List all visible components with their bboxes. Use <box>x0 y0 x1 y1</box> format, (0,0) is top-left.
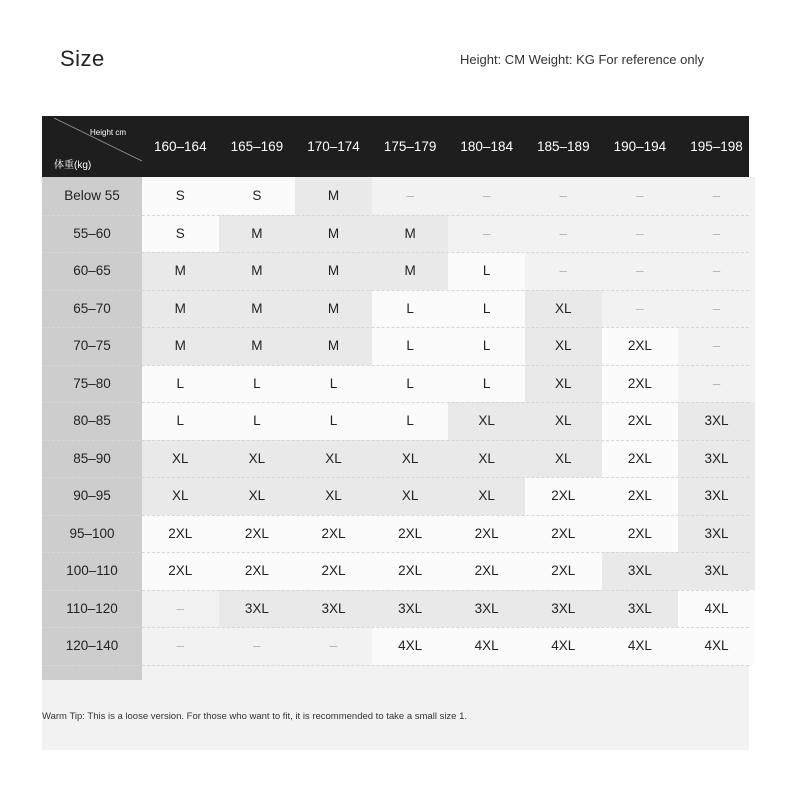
size-cell: L <box>372 290 449 328</box>
size-cell: 3XL <box>525 590 602 628</box>
size-cell: M <box>219 327 296 365</box>
row-divider <box>42 590 749 591</box>
size-cell: XL <box>448 477 525 515</box>
page-title: Size <box>60 46 105 71</box>
size-cell: 4XL <box>372 627 449 665</box>
size-cell: – <box>602 215 679 253</box>
weight-axis-label: 体重(kg) <box>54 160 92 171</box>
height-column-header: 195–198 <box>690 139 743 154</box>
weight-row-label: 55–60 <box>73 225 111 241</box>
warm-tip: Warm Tip: This is a loose version. For those who want to fit, it is recommended to take a small size 1. <box>42 711 468 722</box>
size-cell: S <box>142 177 219 215</box>
size-cell: – <box>678 177 755 215</box>
height-column-header: 180–184 <box>460 139 513 154</box>
size-cell: L <box>295 402 372 440</box>
size-cell: S <box>219 177 296 215</box>
size-cell: 3XL <box>678 440 755 478</box>
size-cell: M <box>142 290 219 328</box>
row-divider <box>42 515 749 516</box>
size-cell: L <box>448 290 525 328</box>
size-cell: – <box>602 290 679 328</box>
size-cell: 3XL <box>678 402 755 440</box>
size-cell: 4XL <box>525 627 602 665</box>
size-cell: S <box>142 215 219 253</box>
size-cell: 2XL <box>525 515 602 553</box>
size-cell: L <box>219 402 296 440</box>
size-cell: 2XL <box>448 552 525 590</box>
height-column-header: 170–174 <box>307 139 360 154</box>
units-note: Height: CM Weight: KG For reference only <box>460 52 704 67</box>
size-cell: – <box>678 327 755 365</box>
size-cell: L <box>142 402 219 440</box>
size-cell: M <box>372 215 449 253</box>
size-cell: – <box>602 252 679 290</box>
size-cell: 2XL <box>602 327 679 365</box>
size-cell: M <box>219 252 296 290</box>
row-divider <box>42 665 749 666</box>
size-cell: 3XL <box>219 590 296 628</box>
size-cell: – <box>448 215 525 253</box>
size-cell: – <box>372 177 449 215</box>
size-cell: – <box>525 215 602 253</box>
size-cell: – <box>525 177 602 215</box>
row-divider <box>42 290 749 291</box>
size-cell: – <box>525 252 602 290</box>
size-cell: L <box>448 365 525 403</box>
size-cell: 3XL <box>678 552 755 590</box>
size-cell: XL <box>372 477 449 515</box>
size-cell: 3XL <box>678 477 755 515</box>
size-cell: 2XL <box>295 515 372 553</box>
weight-row-label: 65–70 <box>73 300 111 316</box>
size-cell: 2XL <box>448 515 525 553</box>
size-cell: L <box>372 402 449 440</box>
size-cell: – <box>448 177 525 215</box>
row-divider <box>42 440 749 441</box>
size-cell: L <box>448 252 525 290</box>
size-cell: 3XL <box>448 590 525 628</box>
size-cell: – <box>678 365 755 403</box>
size-cell: XL <box>295 440 372 478</box>
weight-row-label: 110–120 <box>66 600 118 616</box>
size-cell: L <box>219 365 296 403</box>
size-cell: 3XL <box>295 590 372 628</box>
weight-row-label: 60–65 <box>73 263 111 278</box>
size-cell: 4XL <box>602 627 679 665</box>
size-chart-table <box>42 116 749 750</box>
size-cell: M <box>219 215 296 253</box>
size-cell: – <box>142 590 219 628</box>
weight-row-label: 75–80 <box>73 375 111 391</box>
size-cell: 2XL <box>602 402 679 440</box>
row-divider <box>42 477 749 478</box>
size-cell: 2XL <box>602 440 679 478</box>
height-axis-label: Height cm <box>90 128 127 137</box>
size-cell: 2XL <box>602 515 679 553</box>
size-cell: 4XL <box>678 590 755 628</box>
size-cell: – <box>678 252 755 290</box>
size-cell: 3XL <box>678 515 755 553</box>
size-cell: M <box>295 290 372 328</box>
size-cell: XL <box>448 402 525 440</box>
weight-row-label: 85–90 <box>73 450 111 466</box>
size-cell: – <box>602 177 679 215</box>
height-column-header: 185–189 <box>537 139 590 154</box>
height-column-header: 165–169 <box>230 139 284 154</box>
size-cell: 3XL <box>602 552 679 590</box>
size-cell: 4XL <box>678 627 755 665</box>
size-cell: 2XL <box>142 515 219 553</box>
weight-row-label: 120–140 <box>65 638 119 653</box>
size-cell: M <box>295 215 372 253</box>
size-cell: 2XL <box>525 552 602 590</box>
size-cell: L <box>448 327 525 365</box>
size-cell: M <box>295 252 372 290</box>
size-cell: 2XL <box>602 477 679 515</box>
size-cell: – <box>678 290 755 328</box>
size-cell: 2XL <box>295 552 372 590</box>
size-cell: XL <box>142 440 219 478</box>
size-cell: 4XL <box>448 627 525 665</box>
size-cell: XL <box>448 440 525 478</box>
size-cell: – <box>219 627 296 665</box>
row-divider <box>42 627 749 628</box>
size-cell: 3XL <box>372 590 449 628</box>
height-column-header: 160–164 <box>154 139 207 154</box>
size-cell: 2XL <box>142 552 219 590</box>
size-cell: M <box>142 327 219 365</box>
size-cell: 2XL <box>372 552 449 590</box>
row-divider <box>42 552 749 553</box>
row-divider <box>42 402 749 403</box>
size-cell: – <box>295 627 372 665</box>
size-cell: M <box>219 290 296 328</box>
size-cell: M <box>295 327 372 365</box>
size-cell: XL <box>142 477 219 515</box>
size-cell: XL <box>372 440 449 478</box>
weight-row-label: 80–85 <box>73 413 111 428</box>
size-cell: L <box>142 365 219 403</box>
size-cell: 2XL <box>372 515 449 553</box>
weight-row-label: Below 55 <box>64 188 120 203</box>
weight-row-label: 70–75 <box>73 338 111 353</box>
size-cell: L <box>295 365 372 403</box>
corner-cell <box>42 116 142 177</box>
size-cell: XL <box>525 290 602 328</box>
size-cell: L <box>372 327 449 365</box>
size-cell: 2XL <box>219 515 296 553</box>
table-header-row <box>42 116 749 177</box>
size-cell: 2XL <box>219 552 296 590</box>
size-cell: 2XL <box>525 477 602 515</box>
size-cell: XL <box>525 402 602 440</box>
size-cell: L <box>372 365 449 403</box>
size-cell: XL <box>525 327 602 365</box>
height-column-header: 190–194 <box>613 139 667 154</box>
size-cell: M <box>142 252 219 290</box>
weight-row-label: 90–95 <box>73 488 111 503</box>
size-cell: – <box>142 627 219 665</box>
row-divider <box>42 365 749 366</box>
height-column-header: 175–179 <box>383 139 437 154</box>
weight-row-label: 95–100 <box>69 525 115 541</box>
size-cell: XL <box>219 440 296 478</box>
size-cell: XL <box>219 477 296 515</box>
weight-row-label: 100–110 <box>66 563 118 578</box>
size-cell: – <box>678 215 755 253</box>
size-cell: M <box>295 177 372 215</box>
size-cell: 3XL <box>602 590 679 628</box>
size-cell: 2XL <box>602 365 679 403</box>
size-cell: XL <box>525 440 602 478</box>
size-cell: XL <box>525 365 602 403</box>
row-divider <box>42 252 749 253</box>
size-cell: M <box>372 252 449 290</box>
row-divider <box>42 327 749 328</box>
size-cell: XL <box>295 477 372 515</box>
row-divider <box>42 215 749 216</box>
